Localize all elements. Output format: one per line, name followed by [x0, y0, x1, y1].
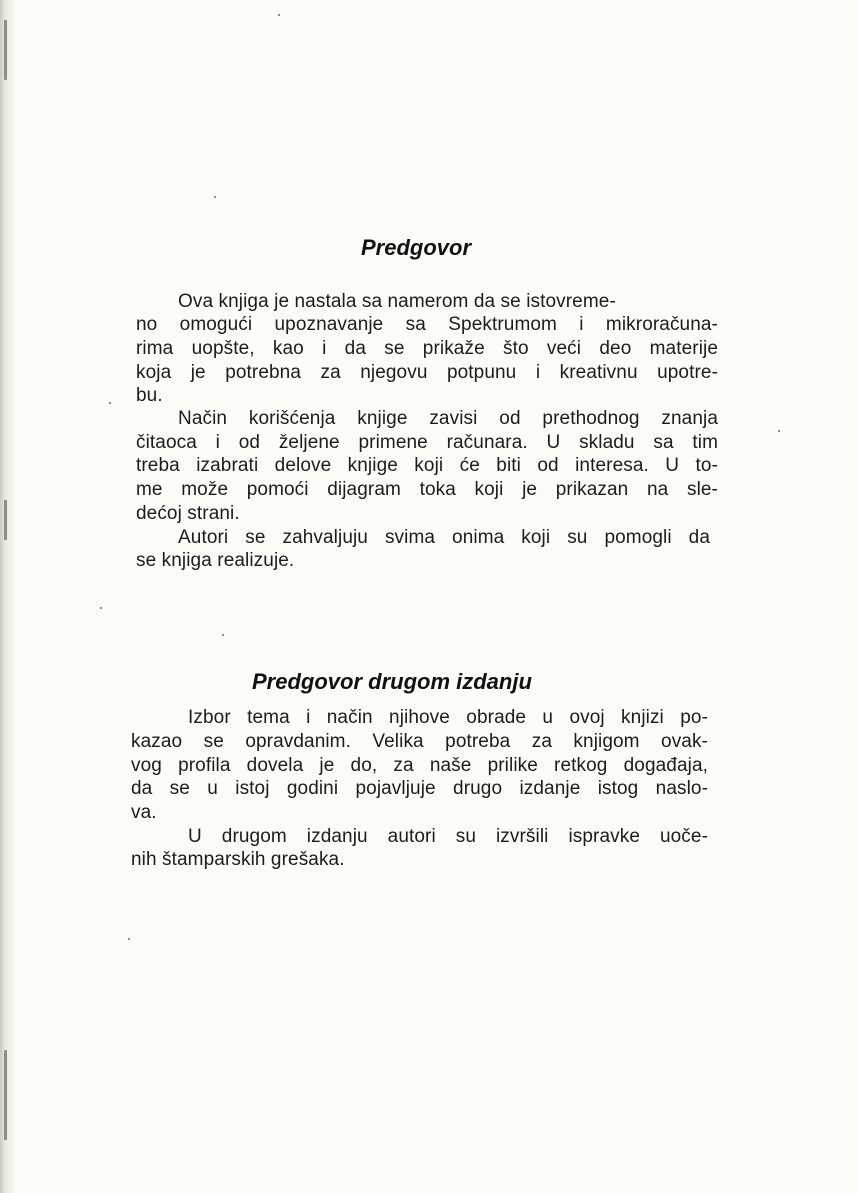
preface-line: čitaoca i od željene primene računara. U skladu sa tim: [136, 432, 718, 453]
paper-speck: [278, 14, 280, 16]
page-spine-shadow: [0, 0, 14, 1193]
paper-speck: [100, 607, 102, 609]
preface-line: Način korišćenja knjige zavisi od prethodnog znanja: [178, 408, 718, 429]
paper-speck: [109, 402, 111, 404]
paper-speck: [214, 196, 216, 198]
second-edition-title: Predgovor drugom izdanju: [252, 669, 532, 694]
preface-line: rima uopšte, kao i da se prikaže što veći deo materije: [136, 338, 718, 359]
second-edition-line: kazao se opravdanim. Velika potreba za knjigom ovak-: [131, 731, 708, 752]
preface-line: no omogući upoznavanje sa Spektrumom i mikroračuna-: [136, 314, 718, 335]
spine-mark: [4, 20, 7, 80]
preface-line: Autori se zahvaljuju svima onima koji su pomogli da: [178, 527, 710, 548]
paper-speck: [222, 634, 224, 636]
paper-speck: [778, 430, 780, 432]
preface-line: koja je potrebna za njegovu potpunu i kreativnu upotre-: [136, 362, 718, 383]
second-edition-line: Izbor tema i način njihove obrade u ovoj knjizi po-: [188, 707, 708, 728]
paper-speck: [128, 938, 130, 940]
preface-line: dećoj strani.: [136, 503, 240, 524]
preface-line: bu.: [136, 385, 163, 406]
preface-line: se knjiga realizuje.: [136, 550, 295, 571]
second-edition-line: vog profila dovela je do, za naše prilike retkog događaja,: [131, 755, 708, 776]
second-edition-line: da se u istoj godini pojavljuje drugo izdanje istog naslo-: [131, 778, 708, 799]
spine-mark: [4, 1050, 7, 1140]
preface-title: Predgovor: [361, 235, 472, 260]
second-edition-line: nih štamparskih grešaka.: [131, 849, 345, 870]
second-edition-line: U drugom izdanju autori su izvršili ispravke uoče-: [188, 826, 708, 847]
preface-line: treba izabrati delove knjige koji će biti od interesa. U to-: [136, 455, 718, 476]
preface-line: Ova knjiga je nastala sa namerom da se istovreme-: [178, 291, 616, 312]
preface-line: me može pomoći dijagram toka koji je prikazan na sle-: [136, 479, 718, 500]
second-edition-line: va.: [131, 802, 157, 823]
spine-mark: [4, 500, 7, 540]
